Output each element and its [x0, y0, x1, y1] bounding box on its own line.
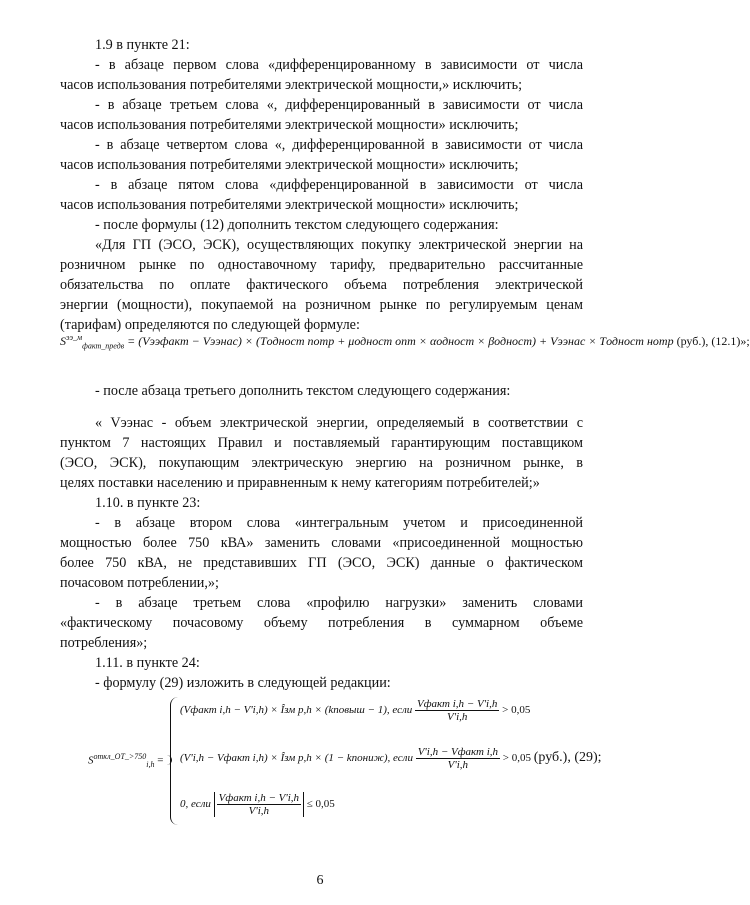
- paragraph-line: часов использования потребителями электрической мощности» исключить;: [60, 197, 519, 213]
- quoted-paragraph-line: энергии (мощности), покупаемой на розничном рынке по регулируемым ценам: [60, 297, 583, 313]
- paragraph-line: почасовом потреблении,»;: [60, 575, 219, 591]
- paragraph-line: потребления»;: [60, 635, 148, 651]
- quoted-paragraph-line: «Для ГП (ЭСО, ЭСК), осуществляющих покупку электрической энергии на: [95, 237, 583, 253]
- paragraph-line: - в абзаце третьем слова «профилю нагрузки» заменить словами: [95, 595, 583, 611]
- paragraph-line: более 750 кВА, не представивших ГП (ЭСО, ЭСК) данные о фактическом: [60, 555, 583, 571]
- paragraph-line: часов использования потребителями электрической мощности» исключить;: [60, 117, 519, 133]
- formula-29-case-1: (Vфакт i,h − V'i,h) × Îзм p,h × (kповыш − 1), если $\frac{\text{Vфакт i,h − V'i,h}}{V'i,h}$ > 0,05: [180, 698, 531, 723]
- formula-12-1: $S^{ээ\_м}_{факт\_предв}$ = (Vээфакт − Vээнас) × (Tодност потр + μодност опт × αодност × βодност) + Vээнас × Tодност нотр (руб.), (12.1)»;: [60, 333, 750, 351]
- quoted-paragraph-line: розничном рынке по одноставочному тарифу, предварительно рассчитанные: [60, 257, 583, 273]
- page-number: 6: [316, 873, 324, 888]
- section-1-9-heading: 1.9 в пункте 21:: [95, 37, 190, 53]
- quoted-paragraph-line: обязательства по оплате фактического объема потребления электрической: [60, 277, 583, 293]
- paragraph-line: - в абзаце пятом слова «дифференцированной в зависимости от числа: [95, 177, 583, 193]
- quoted-paragraph-line: пунктом 7 настоящих Правил и поставляемый гарантирующим поставщиком: [60, 435, 583, 451]
- section-1-10-heading: 1.10. в пункте 23:: [95, 495, 201, 511]
- paragraph-line: - в абзаце первом слова «дифференцированному в зависимости от числа: [95, 57, 583, 73]
- paragraph-line: - в абзаце втором слова «интегральным учетом и присоединенной: [95, 515, 583, 531]
- paragraph-line: мощностью более 750 кВА» заменить словами «присоединенной мощностью: [60, 535, 583, 551]
- formula-29-lhs: $S^{откл\_ОТ\_>750}_{i,h}$ =: [88, 752, 164, 769]
- paragraph-line: - после абзаца третьего дополнить текстом следующего содержания:: [95, 383, 511, 399]
- section-1-11-heading: 1.11. в пункте 24:: [95, 655, 200, 671]
- paragraph-line: - в абзаце четвертом слова «, дифференцированной в зависимости от числа: [95, 137, 583, 153]
- paragraph-line: - формулу (29) изложить в следующей редакции:: [95, 675, 391, 691]
- quoted-paragraph-line: (тарифам) определяются по следующей формуле:: [60, 317, 360, 333]
- paragraph-line: «фактическому почасовому объему потребления в суммарном объеме: [60, 615, 583, 631]
- formula-29-case-2: (V'i,h − Vфакт i,h) × Îзм p,h × (1 − kпониж), если $\frac{\text{V'i,h − Vфакт i,h}}{V'i,h}$ > 0,05 (руб.), (29);: [180, 746, 602, 771]
- paragraph-line: часов использования потребителями электрической мощности» исключить;: [60, 157, 519, 173]
- quoted-paragraph-line: (ЭСО, ЭСК), покупающим электрическую энергию на розничном рынке, в: [60, 455, 583, 471]
- quoted-paragraph-line: целях поставки населению и приравненным к нему категориям потребителей;»: [60, 475, 540, 491]
- paragraph-line: - после формулы (12) дополнить текстом следующего содержания:: [95, 217, 499, 233]
- paragraph-line: часов использования потребителями электрической мощности,» исключить;: [60, 77, 523, 93]
- formula-29-case-3: 0, если $\frac{\text{Vфакт i,h − V'i,h}}{V'i,h}$ ≤ 0,05: [180, 792, 335, 817]
- quoted-paragraph-line: « Vээнас - объем электрической энергии, определяемый в соответствии с: [95, 415, 583, 431]
- paragraph-line: - в абзаце третьем слова «, дифференцированный в зависимости от числа: [95, 97, 583, 113]
